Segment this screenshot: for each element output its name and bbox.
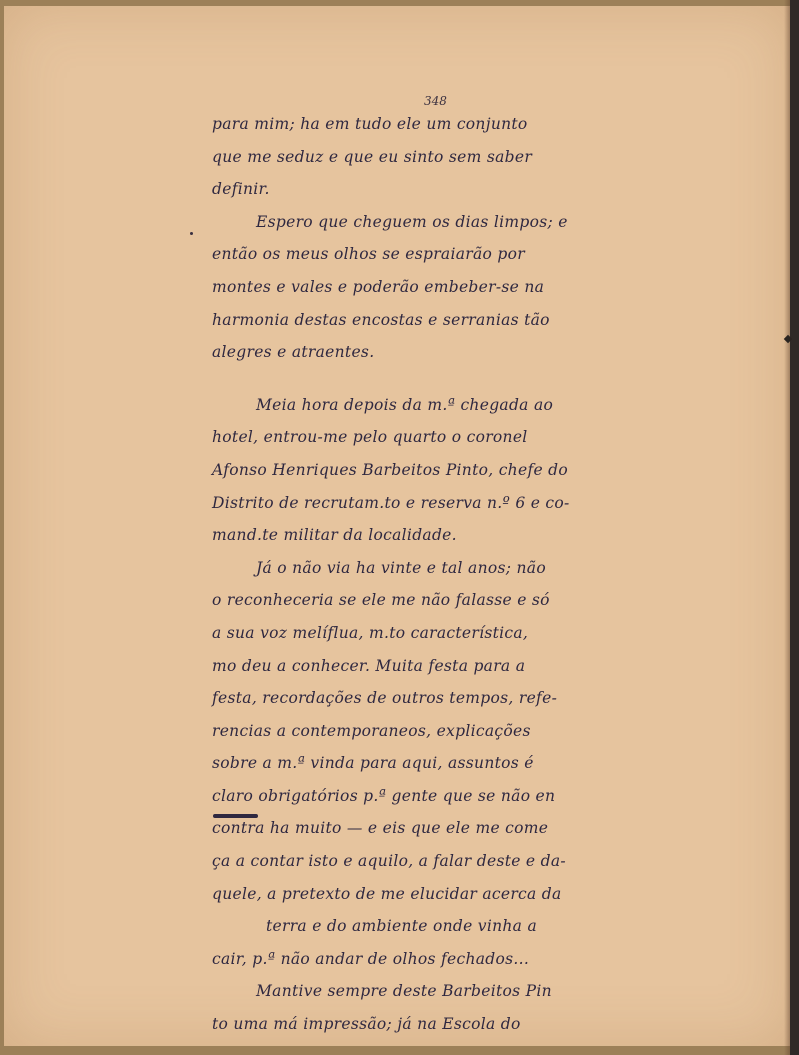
paragraph-gap [212,369,682,389]
manuscript-line: montes e vales e poderão embeber-se na [212,277,545,296]
manuscript-line: claro obrigatórios p.ª gente que se não en [212,786,556,805]
manuscript-line: Espero que cheguem os dias limpos; e [256,212,568,231]
scan-edge [790,0,799,1055]
manuscript-line: quele, a pretexto de me elucidar acerca da [212,884,562,903]
manuscript-line: to uma má impressão; já na Escola do [212,1015,521,1034]
manuscript-line: para mim; ha em tudo ele um conjunto [212,115,528,133]
manuscript-line: festa, recordações de outros tempos, refe- [212,689,558,708]
manuscript-line: Afonso Henriques Barbeitos Pinto, chefe do [212,460,569,479]
manuscript-line: alegres e atraentes. [212,343,375,362]
struck-out-word [213,814,258,818]
manuscript-line: mo deu a conhecer. Muita festa para a [212,656,526,675]
manuscript-line: terra e do ambiente onde vinha a [266,917,537,936]
margin-dot [190,232,193,235]
page-number: 348 [424,94,447,108]
handwritten-text-block [212,108,682,1041]
manuscript-line: contra ha muito — e eis que ele me come [212,819,549,838]
manuscript-line: Mantive sempre deste Barbeitos Pin [256,982,552,1001]
manuscript-line: a sua voz melíflua, m.to característica, [212,623,529,642]
manuscript-line: Distrito de recrutam.to e reserva n.º 6 e co- [212,493,570,512]
manuscript-line: o reconheceria se ele me não falasse e só [212,591,550,610]
manuscript-line: sobre a m.ª vinda para aqui, assuntos é [212,754,534,773]
manuscript-line: harmonia destas encostas e serranias tão [212,310,550,329]
manuscript-line: hotel, entrou-me pelo quarto o coronel [212,428,528,447]
manuscript-line: cair, p.ª não andar de olhos fechados... [212,949,530,968]
manuscript-line: Meia hora depois da m.ª chegada ao [256,395,554,414]
manuscript-line: rencias a contemporaneos, explicações [212,721,531,740]
manuscript-line: que me seduz e que eu sinto sem saber [212,147,533,166]
manuscript-line: ça a contar isto e aquilo, a falar deste e da- [212,852,566,871]
manuscript-line: Já o não via ha vinte e tal anos; não [256,558,546,577]
manuscript-line: então os meus olhos se espraiarão por [212,245,525,264]
manuscript-line: definir. [212,180,270,199]
manuscript-line: mand.te militar da localidade. [212,526,457,545]
